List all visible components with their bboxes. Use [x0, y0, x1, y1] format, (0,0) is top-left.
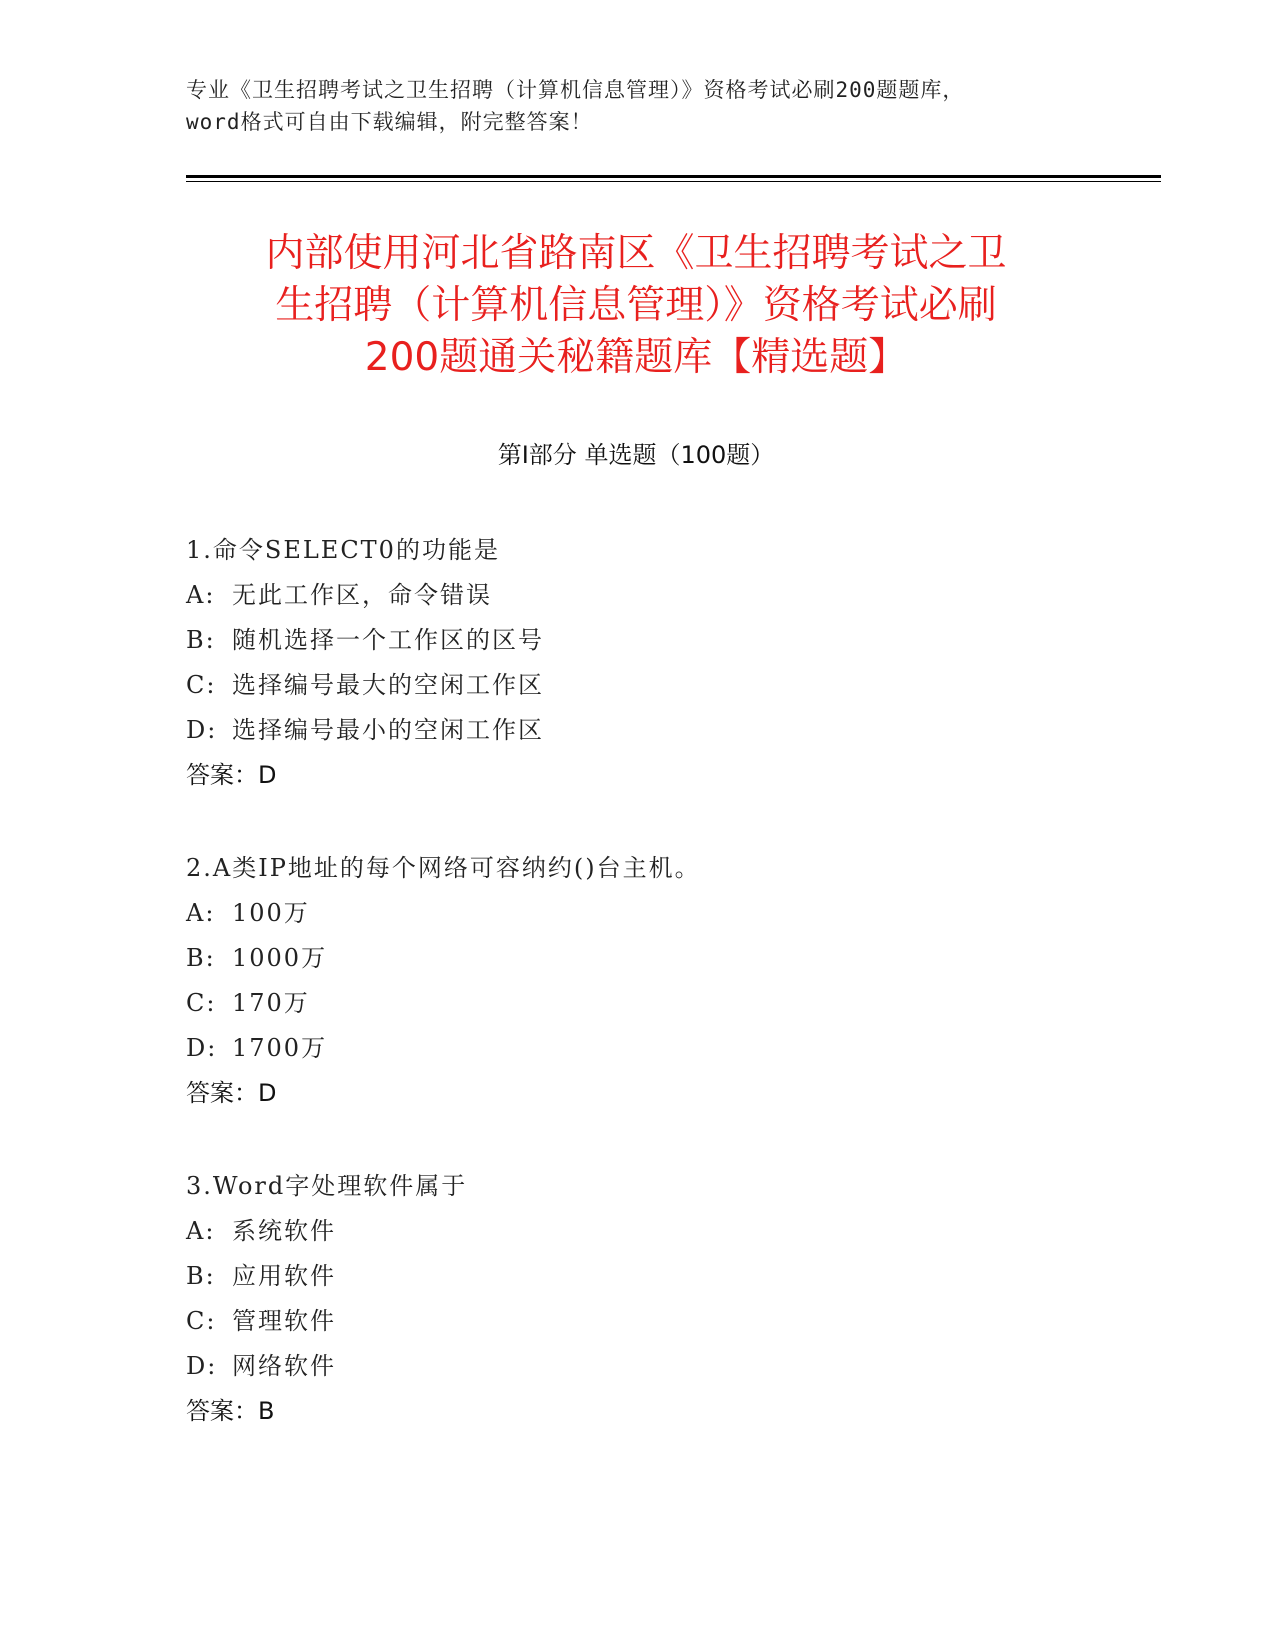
option-text: 100万 — [232, 899, 310, 927]
option-text: 选择编号最大的空闲工作区 — [232, 671, 544, 699]
option-text: 应用软件 — [232, 1262, 336, 1290]
option-letter: A: — [186, 581, 216, 609]
option-letter: C: — [186, 989, 217, 1017]
option-text: 无此工作区，命令错误 — [232, 581, 492, 609]
header-divider-thin — [186, 181, 1161, 182]
option-letter: B: — [186, 626, 216, 654]
option-letter: D: — [186, 716, 218, 744]
option-d — [186, 1344, 1086, 1389]
option-a — [186, 573, 1086, 618]
option-d — [186, 1026, 1086, 1071]
answer-line: 答案：B — [186, 1397, 275, 1425]
question-stem: 1.命令SELECT0的功能是 — [186, 536, 500, 564]
header-note-line-2: word格式可自由下载编辑，附完整答案！ — [186, 110, 593, 134]
document-title-line-2: 生招聘（计算机信息管理）》资格考试必刷 — [275, 283, 997, 328]
option-text: 管理软件 — [232, 1307, 336, 1335]
section-title: 第Ⅰ部分 单选题（100题） — [497, 441, 775, 469]
question-item — [186, 528, 1086, 798]
option-a — [186, 891, 1086, 936]
option-text: 网络软件 — [232, 1352, 336, 1380]
question-list — [186, 528, 1086, 1434]
document-title-line-1: 内部使用河北省路南区《卫生招聘考试之卫 — [265, 231, 1007, 276]
question-stem: 2.A类IP地址的每个网络可容纳约()台主机。 — [186, 854, 701, 882]
option-letter: C: — [186, 1307, 217, 1335]
option-text: 选择编号最小的空闲工作区 — [232, 716, 544, 744]
answer-line: 答案：D — [186, 1079, 277, 1107]
option-letter: A: — [186, 899, 216, 927]
question-item — [186, 846, 1086, 1116]
option-c — [186, 663, 1086, 708]
option-text: 170万 — [232, 989, 310, 1017]
option-c — [186, 981, 1086, 1026]
header-note-line-1: 专业《卫生招聘考试之卫生招聘（计算机信息管理）》资格考试必刷200题题库， — [186, 78, 965, 102]
option-letter: B: — [186, 1262, 216, 1290]
option-b — [186, 936, 1086, 981]
option-letter: C: — [186, 671, 217, 699]
header-note — [186, 74, 1086, 138]
option-text: 随机选择一个工作区的区号 — [232, 626, 544, 654]
question-spacer — [186, 1116, 1086, 1164]
option-letter: D: — [186, 1352, 218, 1380]
option-d — [186, 708, 1086, 753]
document-title-line-3: 200题通关秘籍题库【精选题】 — [364, 335, 908, 380]
option-letter: B: — [186, 944, 216, 972]
option-a — [186, 1209, 1086, 1254]
option-text: 1700万 — [232, 1034, 328, 1062]
question-stem: 3.Word字处理软件属于 — [186, 1172, 468, 1200]
question-spacer — [186, 798, 1086, 846]
document-title — [186, 228, 1086, 384]
option-text: 系统软件 — [232, 1217, 336, 1245]
answer-line: 答案：D — [186, 761, 277, 789]
option-b — [186, 1254, 1086, 1299]
question-item — [186, 1164, 1086, 1434]
header-divider-thick — [186, 175, 1161, 178]
option-b — [186, 618, 1086, 663]
option-c — [186, 1299, 1086, 1344]
option-letter: A: — [186, 1217, 216, 1245]
option-letter: D: — [186, 1034, 218, 1062]
option-text: 1000万 — [232, 944, 328, 972]
